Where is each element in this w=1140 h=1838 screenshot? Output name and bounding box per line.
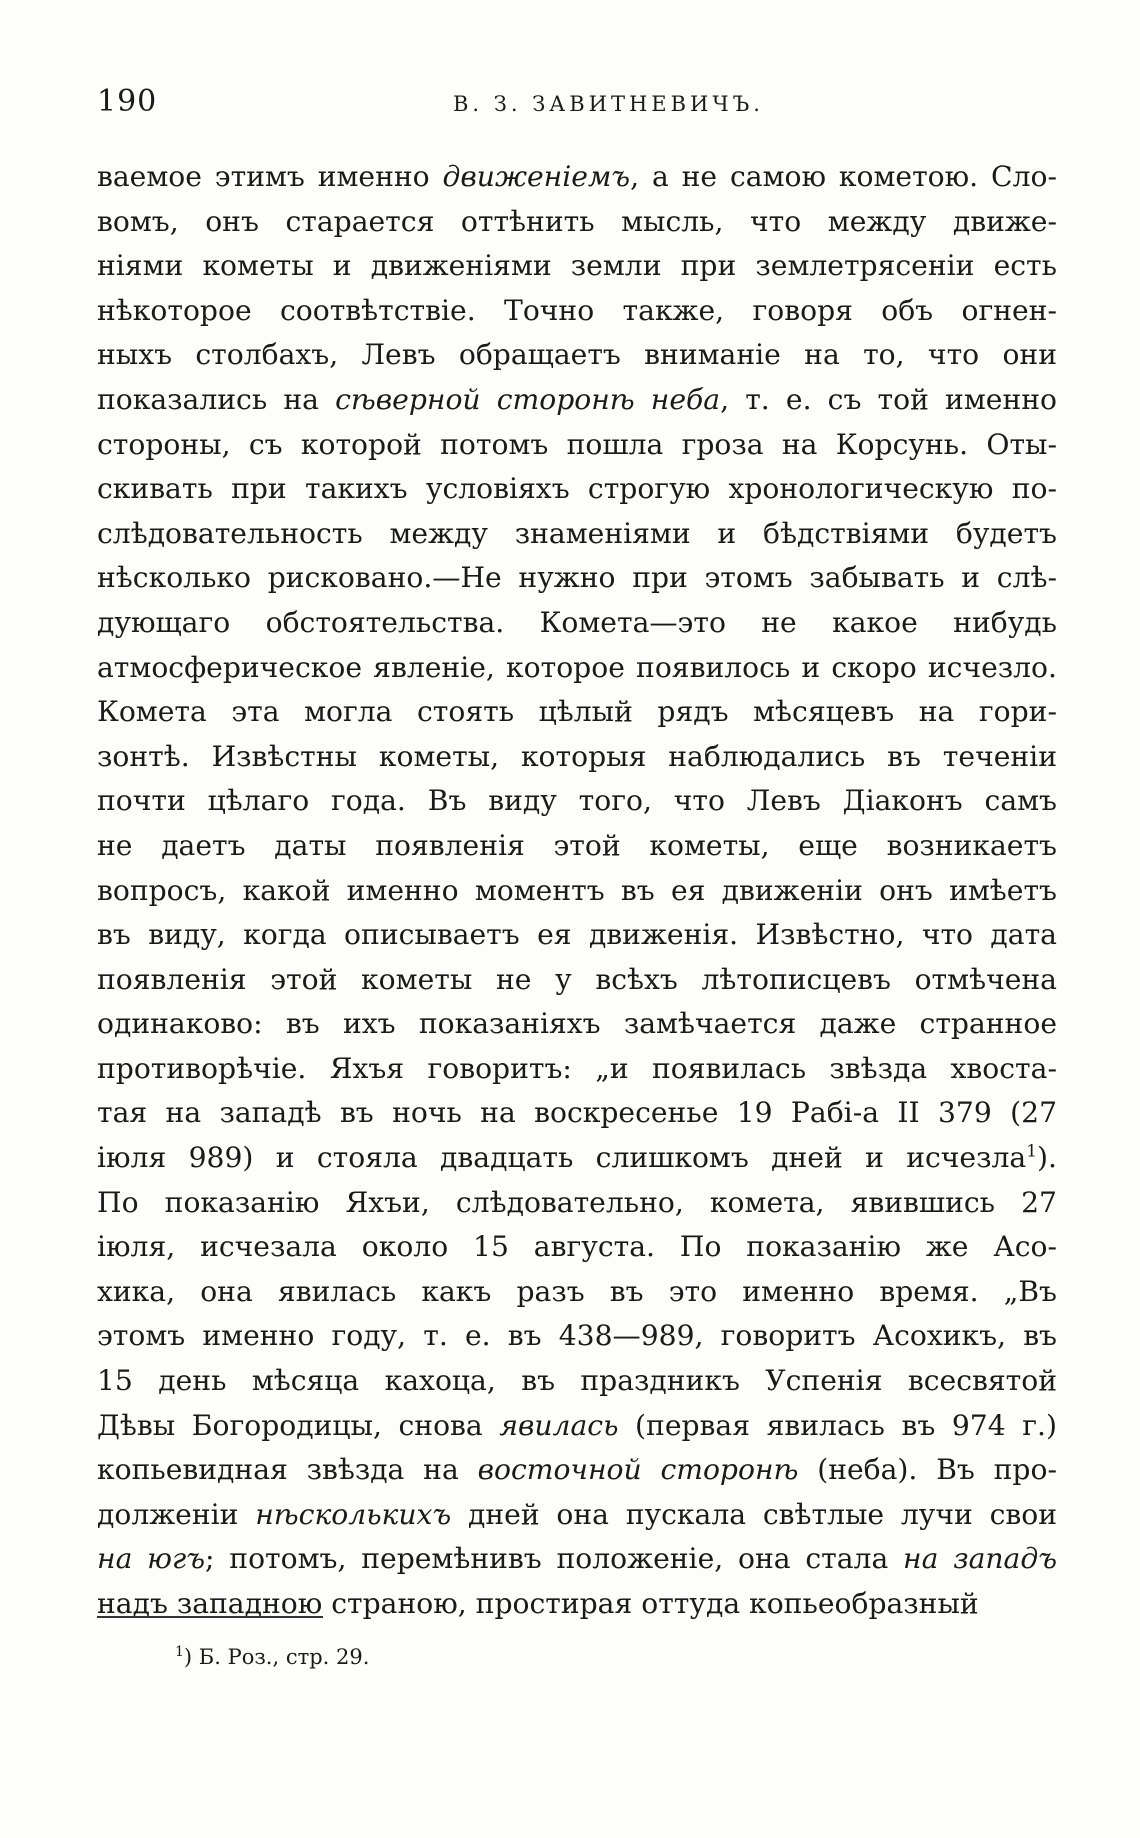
text-segment: дней она пускала свѣтлые лучи свои [451, 1497, 1057, 1531]
text-segment: долженіи [97, 1497, 256, 1531]
text-segment: Комета эта могла стоять цѣлый рядъ мѣсяцевъ на гори- [97, 695, 1057, 729]
text-segment: надъ западною страною, простирая оттуда копьеобразный [97, 1587, 979, 1620]
text-line [97, 155, 1057, 200]
text-line [97, 1404, 1057, 1449]
emphasis-text: явилась [499, 1408, 619, 1442]
text-segment: ; потомъ, перемѣнивъ положеніе, она стала [205, 1542, 904, 1576]
text-line [97, 1448, 1057, 1493]
text-line [97, 1270, 1057, 1315]
text-line [97, 1225, 1057, 1270]
text-segment: , т. е. съ той именно [720, 382, 1057, 416]
footnote-reference: 1 [1026, 1141, 1038, 1162]
emphasis-text: восточной сторонѣ [477, 1453, 799, 1487]
text-line [97, 1582, 1057, 1627]
text-segment: вомъ, онъ старается оттѣнить мысль, что между движе- [97, 204, 1057, 238]
text-segment: этомъ именно году, т. е. въ 438—989, говоритъ Асохикъ, въ [97, 1319, 1057, 1353]
text-segment: противорѣчіе. Яхъя говоритъ: „и появилась звѣзда хвоста- [97, 1051, 1057, 1085]
text-segment: дующаго обстоятельства. Комета—это не какое нибудь [97, 605, 1057, 639]
text-line [97, 423, 1057, 468]
text-line [97, 1136, 1057, 1181]
text-line [97, 200, 1057, 245]
text-segment: появленія этой кометы не у всѣхъ лѣтописцевъ отмѣчена [97, 962, 1057, 996]
text-segment: атмосферическое явленіе, которое появилось и скоро исчезло. [97, 650, 1057, 684]
text-line [97, 1359, 1057, 1404]
text-segment: 15 день мѣсяца кахоца, въ праздникъ Успенія всесвятой [97, 1364, 1057, 1398]
text-line [97, 869, 1057, 914]
text-line [97, 512, 1057, 557]
text-line [97, 735, 1057, 780]
text-segment: Дѣвы Богородицы, снова [97, 1408, 500, 1442]
text-segment: зонтѣ. Извѣстны кометы, которыя наблюдались въ теченіи [97, 739, 1057, 773]
text-segment: (неба). Въ про- [798, 1453, 1057, 1487]
text-segment: нѣсколько рисковано.—Не нужно при этомъ забывать и слѣ- [97, 561, 1057, 595]
emphasis-text: сѣверной сторонѣ неба [335, 382, 721, 416]
text-line [97, 1181, 1057, 1226]
text-line [97, 1537, 1057, 1582]
text-segment: ныхъ столбахъ, Левъ обращаетъ вниманіе на то, что они [97, 338, 1057, 372]
text-segment: стороны, съ которой потомъ пошла гроза на Корсунь. Оты- [97, 427, 1057, 461]
body-text [97, 155, 1057, 1627]
emphasis-text: движеніемъ [442, 160, 631, 193]
text-line [97, 1314, 1057, 1359]
text-segment: слѣдовательность между знаменіями и бѣдствіями будетъ [97, 516, 1057, 550]
text-line [97, 1047, 1057, 1092]
emphasis-text: на югъ [97, 1542, 206, 1576]
text-line [97, 556, 1057, 601]
text-segment: копьевидная звѣзда на [97, 1453, 478, 1487]
text-segment: не даетъ даты появленія этой кометы, еще возникаетъ [97, 828, 1057, 862]
text-line [97, 913, 1057, 958]
text-line [97, 244, 1057, 289]
running-head: В. З. ЗАВИТНЕВИЧЪ. [453, 92, 764, 116]
text-segment: , а не самою кометою. Сло- [630, 160, 1057, 193]
text-line [97, 646, 1057, 691]
text-segment: хика, она явилась какъ разъ въ это именно время. „Въ [97, 1274, 1057, 1308]
page-number: 190 [97, 84, 158, 119]
text-line [97, 824, 1057, 869]
emphasis-text: на западъ [903, 1542, 1057, 1576]
page-header [97, 84, 1057, 124]
text-segment: почти цѣлаго года. Въ виду того, что Левъ Діаконъ самъ [97, 784, 1057, 818]
text-line [97, 467, 1057, 512]
text-line [97, 333, 1057, 378]
text-line [97, 1002, 1057, 1047]
footnote-mark: 1 [175, 1644, 184, 1660]
text-line [97, 779, 1057, 824]
text-line [97, 289, 1057, 334]
text-segment: ). [1037, 1141, 1057, 1175]
text-segment: нѣкоторое соотвѣтствіе. Точно также, говоря объ огнен- [97, 293, 1057, 327]
text-segment: (первая явилась въ 974 г.) [618, 1408, 1057, 1442]
text-segment: скивать при такихъ условіяхъ строгую хронологическую по- [97, 472, 1057, 506]
text-line [97, 601, 1057, 646]
footnote-text: ) Б. Роз., стр. 29. [183, 1645, 370, 1669]
text-line [97, 378, 1057, 423]
text-segment: показались на [97, 382, 336, 416]
text-line [97, 958, 1057, 1003]
emphasis-text: нѣсколькихъ [255, 1497, 452, 1531]
text-segment: тая на западѣ въ ночь на воскресенье 19 Рабі-а II 379 (27 [97, 1096, 1057, 1130]
text-line [97, 1493, 1057, 1538]
text-segment: іюля, исчезала около 15 августа. По показанію же Асо- [97, 1230, 1057, 1264]
text-segment: ваемое этимъ именно [97, 160, 443, 193]
footnote-divider [97, 1616, 323, 1618]
text-segment: одинаково: въ ихъ показаніяхъ замѣчается даже странное [97, 1007, 1057, 1041]
text-segment: ніями кометы и движеніями земли при землетрясеніи есть [97, 249, 1057, 283]
text-segment: въ виду, когда описываетъ ея движенія. Извѣстно, что дата [97, 918, 1057, 952]
text-line [97, 1091, 1057, 1136]
text-segment: вопросъ, какой именно моментъ въ ея движеніи онъ имѣетъ [97, 873, 1057, 907]
text-segment: По показанію Яхъи, слѣдовательно, комета, явившись 27 [97, 1185, 1057, 1219]
footnote [175, 1645, 369, 1669]
text-segment: іюля 989) и стояла двадцать слишкомъ дней и исчезла [97, 1141, 1027, 1175]
text-line [97, 690, 1057, 735]
